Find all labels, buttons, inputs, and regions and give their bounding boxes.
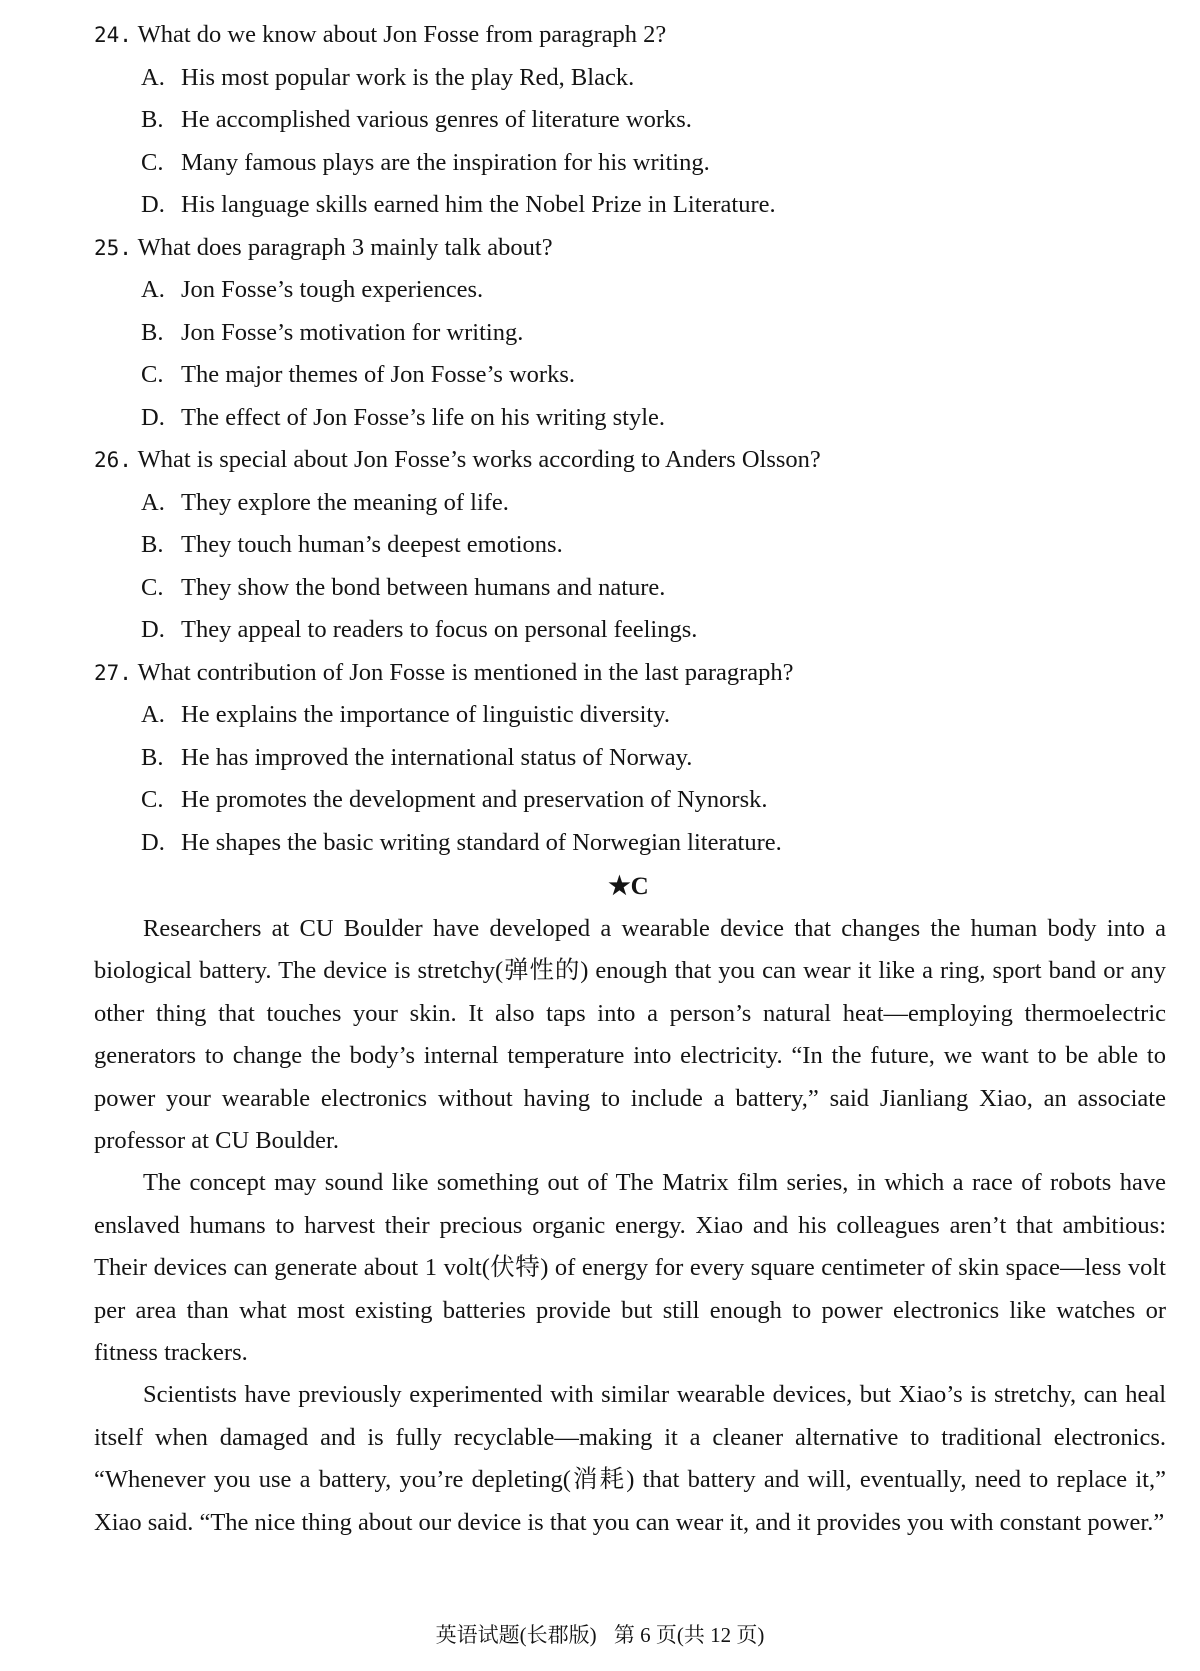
option-d[interactable] [94,397,1174,440]
question-26 [94,439,1174,652]
option-letter: D. [141,828,165,856]
option-letter: A. [141,63,165,91]
option-letter: D. [141,403,165,431]
option-b[interactable] [94,524,1174,567]
option-text: His language skills earned him the Nobel Prize in Literature. [181,191,776,218]
reading-passage [94,908,1166,1544]
option-letter: D. [141,191,165,218]
option-d[interactable] [94,609,1174,652]
option-text: His most popular work is the play Red, Black. [181,63,635,91]
footer-subject: 英语试题(长郡版) [435,1623,597,1647]
option-text: He promotes the development and preservation of Nynorsk. [181,786,768,813]
option-c[interactable] [94,567,1174,610]
question-25 [94,227,1174,440]
option-letter: B. [141,318,164,346]
option-b[interactable] [94,737,1174,780]
option-c[interactable] [94,354,1174,397]
option-b[interactable] [94,312,1174,355]
section-heading: ★C [608,873,649,900]
option-a[interactable] [94,269,1174,312]
option-text: He explains the importance of linguistic diversity. [181,701,670,728]
option-text: He has improved the international status of Norway. [181,743,693,771]
option-text: They explore the meaning of life. [181,488,509,516]
option-text: They show the bond between humans and nature. [181,573,666,601]
option-text: Jon Fosse’s tough experiences. [181,276,484,303]
question-stem [94,227,1174,270]
option-text: Jon Fosse’s motivation for writing. [181,318,524,346]
question-number: 25. [94,235,132,260]
option-letter: C. [141,786,164,813]
option-text: They touch human’s deepest emotions. [181,531,563,558]
question-stem [94,439,1174,482]
passage-paragraph: Researchers at CU Boulder have developed a wearable device that changes the human body into a biological battery. The device is stretchy(弹性的) enough that you can wear it like a ring, sport band or any other thing that touches your skin. It also taps into a person’s natural heat—employing thermoelectric generators to change the body’s internal temperature into electricity. “In the future, we want to be able to power your wearable electronics without having to include a battery,” said Jianliang Xiao, an associate professor at CU Boulder. [94,915,1166,1155]
option-text: Many famous plays are the inspiration for his writing. [181,148,710,176]
option-letter: C. [141,148,164,176]
option-letter: A. [141,488,165,516]
option-text: They appeal to readers to focus on personal feelings. [181,616,698,643]
page-footer [0,1617,1200,1653]
option-letter: C. [141,361,164,388]
question-number: 24. [94,23,132,47]
footer-page-number: 第 6 页(共 12 页) [613,1623,765,1647]
option-letter: B. [141,743,164,771]
question-text: What is special about Jon Fosse’s works according to Anders Olsson? [137,446,821,473]
option-letter: D. [141,616,165,643]
option-c[interactable] [94,779,1174,822]
question-text: What do we know about Jon Fosse from paragraph 2? [137,21,667,48]
option-d[interactable] [94,822,1174,865]
question-text: What does paragraph 3 mainly talk about? [137,233,553,261]
option-a[interactable] [94,482,1174,525]
question-stem [94,14,1174,57]
option-text: The effect of Jon Fosse’s life on his writing style. [181,403,666,431]
question-text: What contribution of Jon Fosse is mentioned in the last paragraph? [137,658,794,686]
option-text: He shapes the basic writing standard of Norwegian literature. [181,828,782,856]
option-letter: C. [141,573,164,601]
question-number: 27. [94,660,132,685]
option-letter: A. [141,276,165,303]
option-letter: B. [141,106,164,133]
question-24 [94,14,1174,227]
question-number: 26. [94,448,132,472]
option-text: He accomplished various genres of literature works. [181,106,692,133]
passage-paragraph: Scientists have previously experimented with similar wearable devices, but Xiao’s is stretchy, can heal itself when damaged and is fully recyclable—making it a cleaner alternative to traditional electronics. “Whenever you use a battery, you’re depleting(消耗) that battery and will, eventually, need to replace it,” Xiao said. “The nice thing about our device is that you can wear it, and it provides you with constant power.” [94,1381,1166,1536]
question-stem [94,652,1174,695]
option-a[interactable] [94,694,1174,737]
option-c[interactable] [94,142,1174,185]
question-27 [94,652,1174,865]
option-b[interactable] [94,99,1174,142]
passage-paragraph: The concept may sound like something out of The Matrix film series, in which a race of robots have enslaved humans to harvest their precious organic energy. Xiao and his colleagues aren’t that ambitious: Their devices can generate about 1 volt(伏特) of energy for every square centimeter of skin space—less volt per area than what most existing batteries provide but still enough to power electronics like watches or fitness trackers. [94,1169,1166,1367]
option-letter: B. [141,531,164,558]
option-d[interactable] [94,184,1174,227]
question-list [94,14,1174,864]
option-letter: A. [141,701,165,728]
option-text: The major themes of Jon Fosse’s works. [181,361,575,388]
option-a[interactable] [94,57,1174,100]
